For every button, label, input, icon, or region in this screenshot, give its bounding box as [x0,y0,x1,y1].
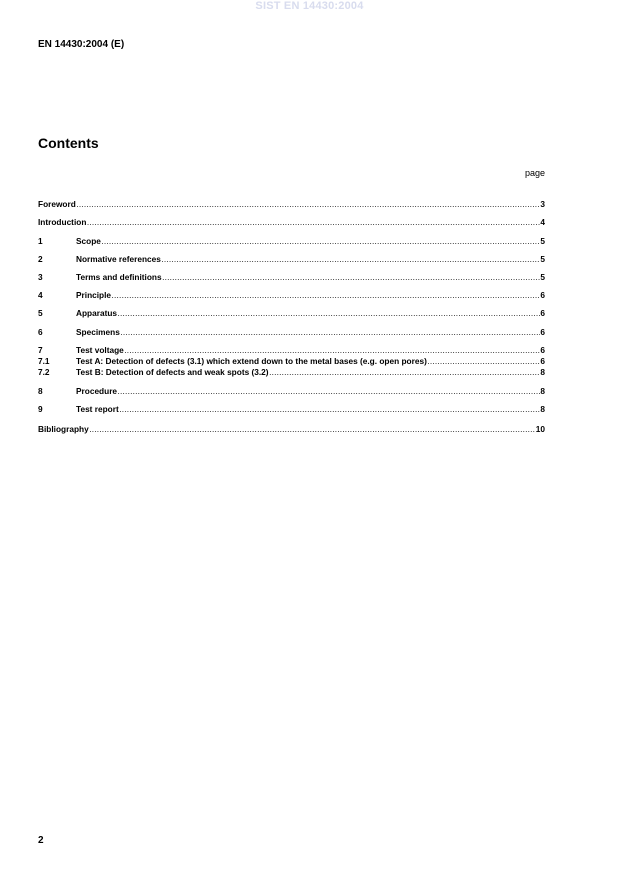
toc-entry-bibliography[interactable] [38,424,545,435]
toc-entry-page: 6 [540,308,545,318]
toc-entry-number: 8 [38,386,43,396]
toc-dot-leader [76,199,540,210]
toc-entry-page: 5 [540,272,545,282]
toc-entry-title: Normative references [76,254,161,264]
toc-entry-test-a[interactable] [38,356,545,367]
toc-entry-number: 9 [38,404,43,414]
toc-entry-number: 6 [38,327,43,337]
toc-entry-test-report[interactable] [38,404,545,415]
toc-entry-number: 7 [38,345,43,355]
toc-entry-page: 5 [540,254,545,264]
toc-dot-leader [119,404,540,415]
toc-entry-page: 10 [535,424,545,434]
toc-entry-page: 8 [540,404,545,414]
toc-entry-number: 7.2 [38,367,50,377]
toc-entry-title: Test report [76,404,119,414]
toc-dot-leader [118,308,540,319]
toc-dot-leader [124,345,540,356]
toc-entry-title: Test B: Detection of defects and weak spots (3.2) [76,367,269,377]
document-id: EN 14430:2004 (E) [38,39,125,50]
toc-dot-leader [427,356,540,367]
toc-entry-test-voltage[interactable] [38,345,545,356]
page-column-label: page [524,168,545,178]
toc-entry-page: 8 [540,386,545,396]
toc-entry-title: Scope [76,236,101,246]
toc-entry-number: 4 [38,290,43,300]
toc-dot-leader [120,327,540,338]
toc-entry-normative-references[interactable] [38,254,545,265]
toc-entry-terms-and-definitions[interactable] [38,272,545,283]
toc-entry-page: 6 [540,290,545,300]
toc-entry-title: Procedure [76,386,118,396]
watermark: SIST EN 14430:2004 [255,0,364,12]
toc-entry-apparatus[interactable] [38,308,545,319]
toc-entry-number: 2 [38,254,43,264]
toc-entry-page: 6 [540,345,545,355]
toc-dot-leader [89,424,535,435]
toc-dot-leader [269,367,540,378]
toc-entry-page: 3 [540,199,545,209]
toc-entry-number: 7.1 [38,356,50,366]
toc-entry-title: Apparatus [76,308,118,318]
toc-entry-title: Test voltage [76,345,124,355]
toc-entry-title: Test A: Detection of defects (3.1) which extend down to the metal bases (e.g. open pores) [76,356,427,366]
contents-heading: Contents [38,135,99,151]
toc-entry-specimens[interactable] [38,327,545,338]
toc-entry-title: Introduction [38,217,87,227]
toc-entry-scope[interactable] [38,236,545,247]
toc-entry-test-b[interactable] [38,367,545,378]
toc-entry-title: Bibliography [38,424,89,434]
toc-entry-page: 5 [540,236,545,246]
toc-entry-page: 4 [540,217,545,227]
toc-entry-title: Foreword [38,199,76,209]
toc-entry-page: 6 [540,356,545,366]
toc-entry-title: Specimens [76,327,120,337]
toc-dot-leader [161,254,540,265]
toc-entry-title: Principle [76,290,112,300]
toc-dot-leader [162,272,540,283]
toc-entry-title: Terms and definitions [76,272,162,282]
toc-dot-leader [118,386,540,397]
toc-entry-number: 1 [38,236,43,246]
toc-entry-page: 6 [540,327,545,337]
toc-dot-leader [101,236,539,247]
toc-entry-principle[interactable] [38,290,545,301]
toc-entry-number: 5 [38,308,43,318]
toc-entry-page: 8 [540,367,545,377]
toc-dot-leader [112,290,540,301]
page-number: 2 [38,835,44,846]
toc-entry-foreword[interactable] [38,199,545,210]
toc-entry-procedure[interactable] [38,386,545,397]
toc-entry-introduction[interactable] [38,217,545,228]
toc-dot-leader [87,217,540,228]
toc-entry-number: 3 [38,272,43,282]
